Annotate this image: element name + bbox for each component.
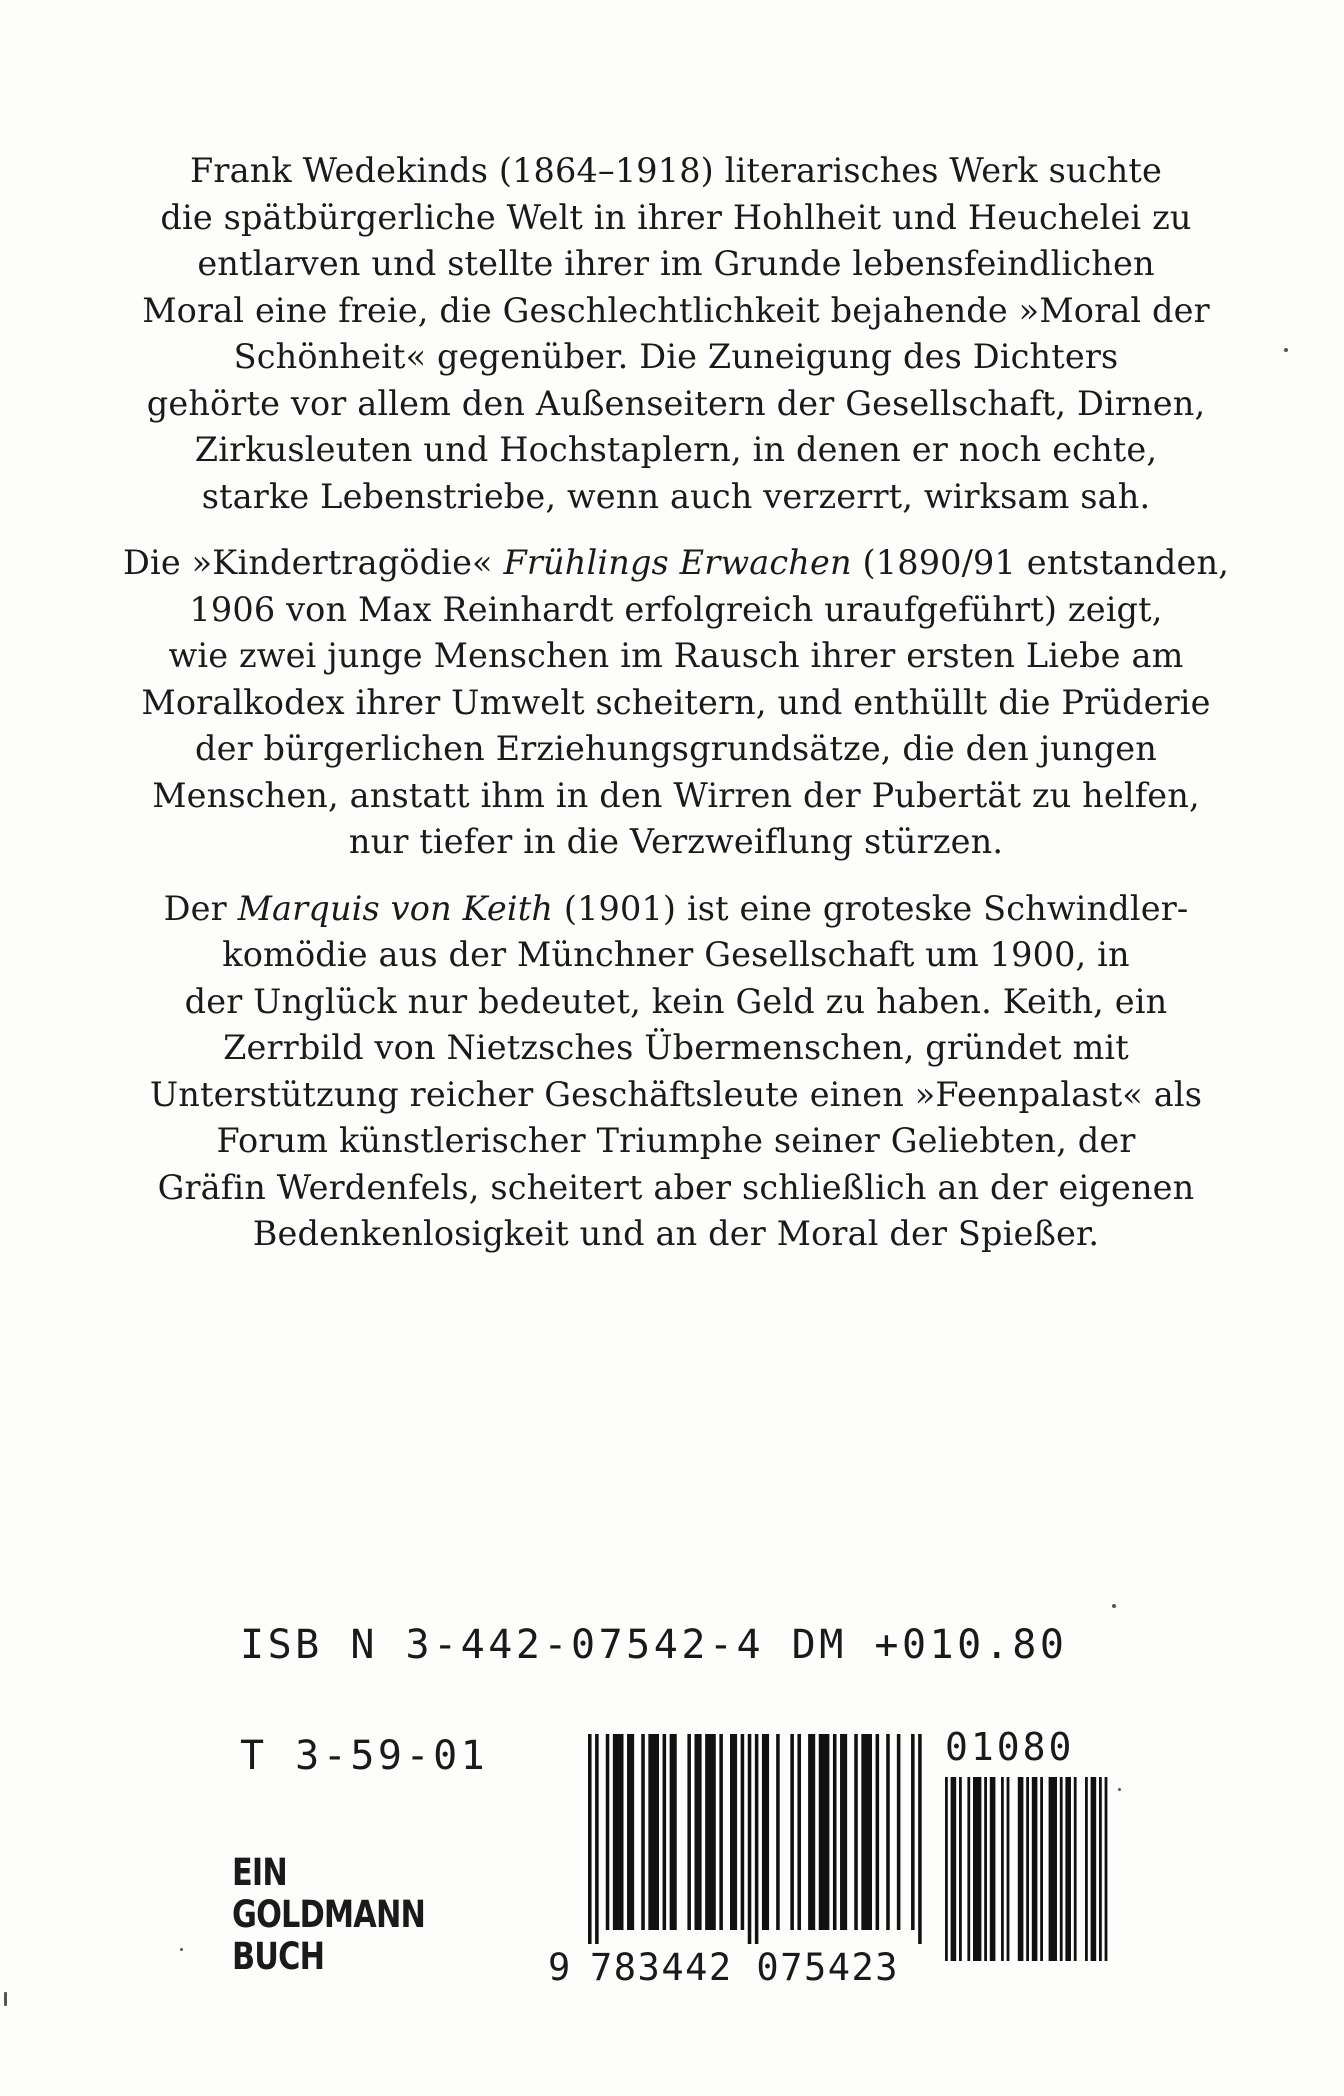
- barcode-bar: [1040, 1777, 1043, 1961]
- text-line: nur tiefer in die Verzweiflung stürzen.: [348, 822, 1004, 861]
- text-line: Zirkusleuten und Hochstaplern, in denen er noch echte,: [194, 430, 1158, 469]
- blurb-paragraph-2: [96, 540, 1256, 866]
- barcode-bar: [1007, 1777, 1010, 1961]
- publisher-line: GOLDMANN: [232, 1893, 426, 1936]
- barcode-bar: [1018, 1777, 1024, 1961]
- text-line: wie zwei junge Menschen im Rausch ihrer ersten Liebe am: [168, 636, 1184, 675]
- barcode-bar: [840, 1734, 847, 1930]
- barcode-bar: [911, 1734, 915, 1930]
- barcode-bar: [595, 1734, 599, 1944]
- barcode-bar: [1065, 1777, 1071, 1961]
- barcode-bar: [951, 1777, 957, 1961]
- blurb-text: [96, 148, 1256, 1278]
- ean-first-digit: 9: [548, 1946, 572, 1989]
- barcode-bar: [776, 1734, 780, 1930]
- barcode-bar: [897, 1734, 901, 1930]
- barcode-bar: [819, 1734, 830, 1930]
- text-line: Menschen, anstatt ihm in den Wirren der Pubertät zu helfen,: [152, 775, 1200, 815]
- blurb-paragraph-3: [96, 886, 1256, 1258]
- ean-digits: 783442 075423: [590, 1946, 900, 1989]
- barcode-bar: [748, 1734, 752, 1944]
- barcode-bar: [945, 1777, 948, 1961]
- text-fragment: Der: [163, 888, 238, 928]
- ean-barcode: [588, 1734, 922, 1944]
- barcode-bar: [854, 1734, 858, 1930]
- text-line: Moral eine freie, die Geschlechtlichkeit bejahende »Moral der: [142, 290, 1210, 330]
- text-fragment: (1890/91 entstanden,: [851, 543, 1229, 582]
- barcode-addon-digits: 01080: [945, 1725, 1075, 1769]
- barcode-bar: [695, 1734, 702, 1930]
- blurb-paragraph-1: [96, 148, 1256, 520]
- addon-barcode: [945, 1777, 1121, 1961]
- barcode-bar: [670, 1734, 677, 1930]
- barcode-bar: [797, 1734, 801, 1930]
- barcode-bar: [687, 1734, 691, 1930]
- isbn-price-line: ISB N 3-442-07542-4 DM +010.80: [240, 1622, 1068, 1668]
- barcode-bar: [1060, 1777, 1063, 1961]
- paper-speck: [4, 1992, 7, 2006]
- text-line: Zerrbild von Nietzsches Übermenschen, gründet mit: [223, 1028, 1129, 1067]
- barcode-bar: [861, 1734, 872, 1930]
- text-line: Unterstützung reicher Geschäftsleute einen »Feenpalast« als: [149, 1074, 1203, 1114]
- text-line: Frank Wedekinds (1864–1918) literarisches Werk suchte: [190, 151, 1162, 190]
- barcode-bar: [641, 1734, 645, 1930]
- barcode-bar: [663, 1734, 667, 1930]
- text-line: starke Lebenstriebe, wenn auch verzerrt, wirksam sah.: [201, 476, 1151, 516]
- text-line: Schönheit« gegenüber. Die Zuneigung des Dichters: [233, 337, 1119, 376]
- text-line: [96, 540, 1256, 587]
- text-line: entlarven und stellte ihrer im Grunde lebensfeindlichen: [197, 244, 1155, 283]
- text-line: die spätbürgerliche Welt in ihrer Hohlheit und Heuchelei zu: [160, 197, 1192, 237]
- barcode-bar: [613, 1734, 624, 1930]
- barcode-bar: [990, 1777, 996, 1961]
- barcode-bar: [648, 1734, 659, 1930]
- barcode-bar: [1099, 1777, 1102, 1961]
- text-line: Gräfin Werdenfels, scheitert aber schließlich an der eigenen: [157, 1167, 1195, 1207]
- paper-speck: [1284, 348, 1288, 352]
- barcode-bar: [808, 1734, 815, 1930]
- barcode-bar: [790, 1734, 794, 1930]
- barcode-bar: [833, 1734, 837, 1930]
- barcode-bar: [876, 1734, 880, 1930]
- barcode-bar: [918, 1734, 922, 1944]
- barcode-bar: [967, 1777, 970, 1961]
- barcode-bar: [741, 1734, 745, 1930]
- barcode-bar: [606, 1734, 610, 1930]
- barcode-bar: [730, 1734, 737, 1930]
- publisher-line: BUCH: [232, 1935, 325, 1978]
- barcode-bar: [1085, 1777, 1088, 1961]
- barcode-bar: [1026, 1777, 1029, 1961]
- barcode-bar: [959, 1777, 962, 1961]
- work-title: Marquis von Keith: [237, 888, 554, 928]
- paper-speck: [180, 1948, 183, 1951]
- barcode-bar: [705, 1734, 716, 1930]
- text-line: Moralkodex ihrer Umwelt scheitern, und enthüllt die Prüderie: [141, 682, 1211, 722]
- order-code: T 3-59-01: [240, 1733, 489, 1779]
- text-line: der bürgerlichen Erziehungsgrundsätze, die den jungen: [195, 729, 1157, 768]
- text-line: Bedenkenlosigkeit und an der Moral der Spießer.: [252, 1214, 1100, 1253]
- text-line: komödie aus der Münchner Gesellschaft um 1900, in: [222, 935, 1130, 974]
- text-line: Forum künstlerischer Triumphe seiner Geliebten, der: [216, 1121, 1136, 1160]
- barcode-bar: [588, 1734, 592, 1944]
- publisher-logo: [232, 1852, 425, 1978]
- publisher-line: EIN: [232, 1851, 287, 1894]
- text-line: 1906 von Max Reinhardt erfolgreich uraufgeführt) zeigt,: [189, 589, 1163, 629]
- barcode-bar: [1032, 1777, 1038, 1961]
- barcode-bar: [755, 1734, 759, 1944]
- barcode-bar: [886, 1734, 890, 1930]
- barcode-bar: [1074, 1777, 1077, 1961]
- barcode-bar: [719, 1734, 723, 1930]
- barcode-bar: [1105, 1777, 1108, 1961]
- text-fragment: (1901) ist eine groteske Schwindler-: [553, 888, 1189, 928]
- barcode-bar: [762, 1734, 769, 1930]
- barcode-bar: [1091, 1777, 1097, 1961]
- barcode-bar: [1001, 1777, 1004, 1961]
- text-line: gehörte vor allem den Außenseitern der Gesellschaft, Dirnen,: [146, 383, 1206, 423]
- text-line: der Unglück nur bedeutet, kein Geld zu haben. Keith, ein: [184, 981, 1168, 1021]
- barcode-bar: [984, 1777, 987, 1961]
- work-title: Frühlings Erwachen: [503, 543, 852, 582]
- text-fragment: Die »Kindertragödie«: [123, 543, 504, 582]
- paper-speck: [1112, 1604, 1116, 1608]
- text-line: [96, 886, 1256, 933]
- paper-speck: [1118, 1788, 1121, 1791]
- barcode-bar: [627, 1734, 634, 1930]
- barcode-bar: [1049, 1777, 1057, 1961]
- barcode-bar: [973, 1777, 981, 1961]
